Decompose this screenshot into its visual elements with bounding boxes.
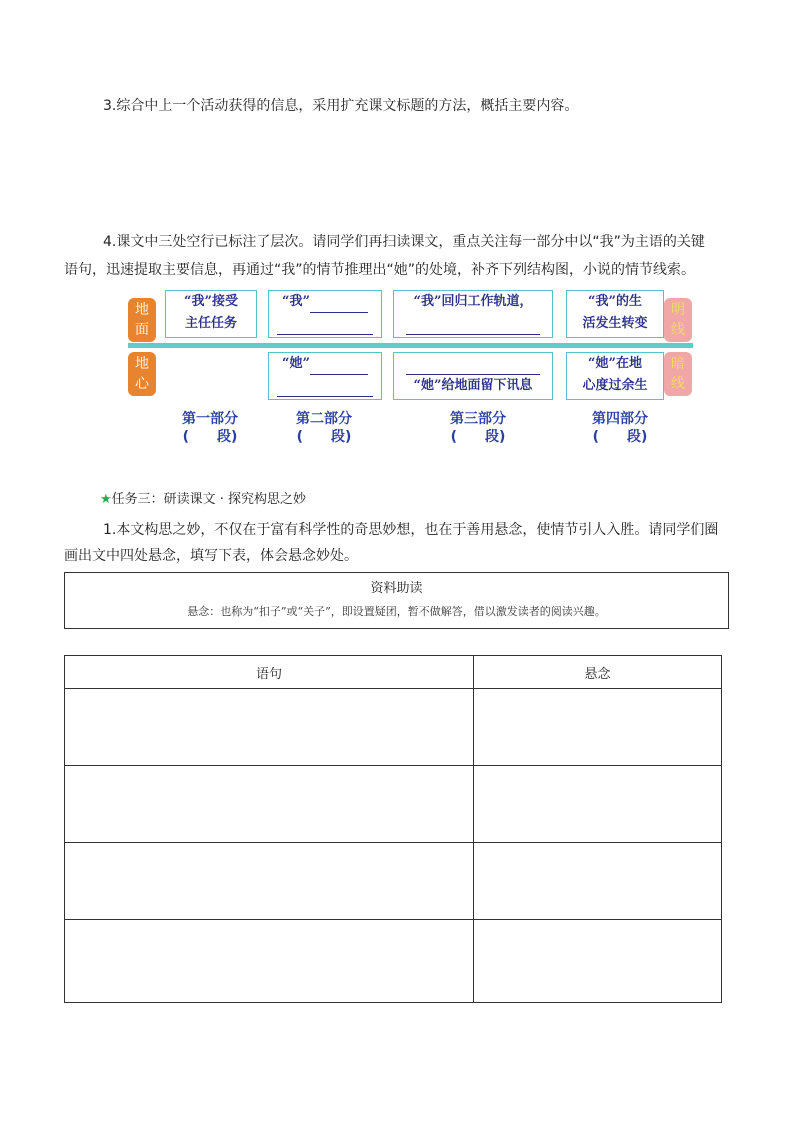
sentence-cell[interactable] (65, 843, 474, 920)
reference-body: 悬念：也称为“扣子”或“关子”，即设置疑团，暂不做解答，借以激发读者的阅读兴趣。 (187, 605, 606, 618)
sentence-cell[interactable] (65, 689, 474, 766)
table-header-row (65, 656, 722, 689)
question-1-line-1: 1.本文构思之妙，不仅在于富有科学性的奇思妙想，也在于善用悬念，使情节引人入胜。请同学们圈 (103, 522, 719, 538)
task-3-heading: ★任务三：研读课文 · 探究构思之妙 (100, 492, 307, 507)
question-3: 3.综合中上一个活动获得的信息，采用扩充课文标题的方法，概括主要内容。 (103, 98, 579, 114)
surface-tag: 地 面 (128, 298, 156, 342)
top-box-2[interactable]: “我” (268, 290, 382, 338)
suspense-cell[interactable] (474, 920, 722, 1003)
part-label-3: 第三部分 ( 段) (450, 411, 506, 445)
star-icon: ★ (100, 492, 112, 507)
reference-title: 资料助读 (370, 581, 423, 596)
implicit-line-tag: 暗 线 (664, 352, 692, 396)
part-label-4: 第四部分 ( 段) (592, 411, 648, 445)
header-sentence: 语句 (65, 656, 474, 689)
suspense-cell[interactable] (474, 843, 722, 920)
suspense-cell[interactable] (474, 766, 722, 843)
table-row (65, 920, 722, 1003)
divider-band (128, 343, 693, 348)
question-1-line-2: 画出文中四处悬念，填写下表，体会悬念妙处。 (64, 548, 358, 564)
bottom-box-4: “她”在地 心度过余生 (566, 352, 664, 400)
explicit-line-tag: 明 线 (664, 298, 692, 342)
sentence-cell[interactable] (65, 766, 474, 843)
table-row (65, 689, 722, 766)
bottom-box-3[interactable]: “她”给地面留下讯息 (393, 352, 553, 400)
table-row (65, 843, 722, 920)
part-label-1: 第一部分 ( 段) (182, 411, 238, 445)
sentence-cell[interactable] (65, 920, 474, 1003)
bottom-box-2[interactable]: “她” (268, 352, 382, 400)
question-4-line-1: 4.课文中三处空行已标注了层次。请同学们再扫读课文，重点关注每一部分中以“我”为主语的关键 (103, 234, 705, 250)
header-suspense: 悬念 (474, 656, 722, 689)
top-box-3[interactable]: “我”回归工作轨道， (393, 290, 553, 338)
core-tag: 地 心 (128, 352, 156, 396)
suspense-table (64, 655, 722, 1003)
question-4-line-2: 语句，迅速提取主要信息，再通过“我”的情节推理出“她”的处境，补齐下列结构图，小说的情节线索。 (64, 262, 696, 278)
part-label-2: 第二部分 ( 段) (296, 411, 352, 445)
suspense-cell[interactable] (474, 689, 722, 766)
table-row (65, 766, 722, 843)
reference-box (64, 572, 729, 629)
top-box-1: “我”接受 主任任务 (165, 290, 257, 338)
top-box-4: “我”的生 活发生转变 (566, 290, 664, 338)
